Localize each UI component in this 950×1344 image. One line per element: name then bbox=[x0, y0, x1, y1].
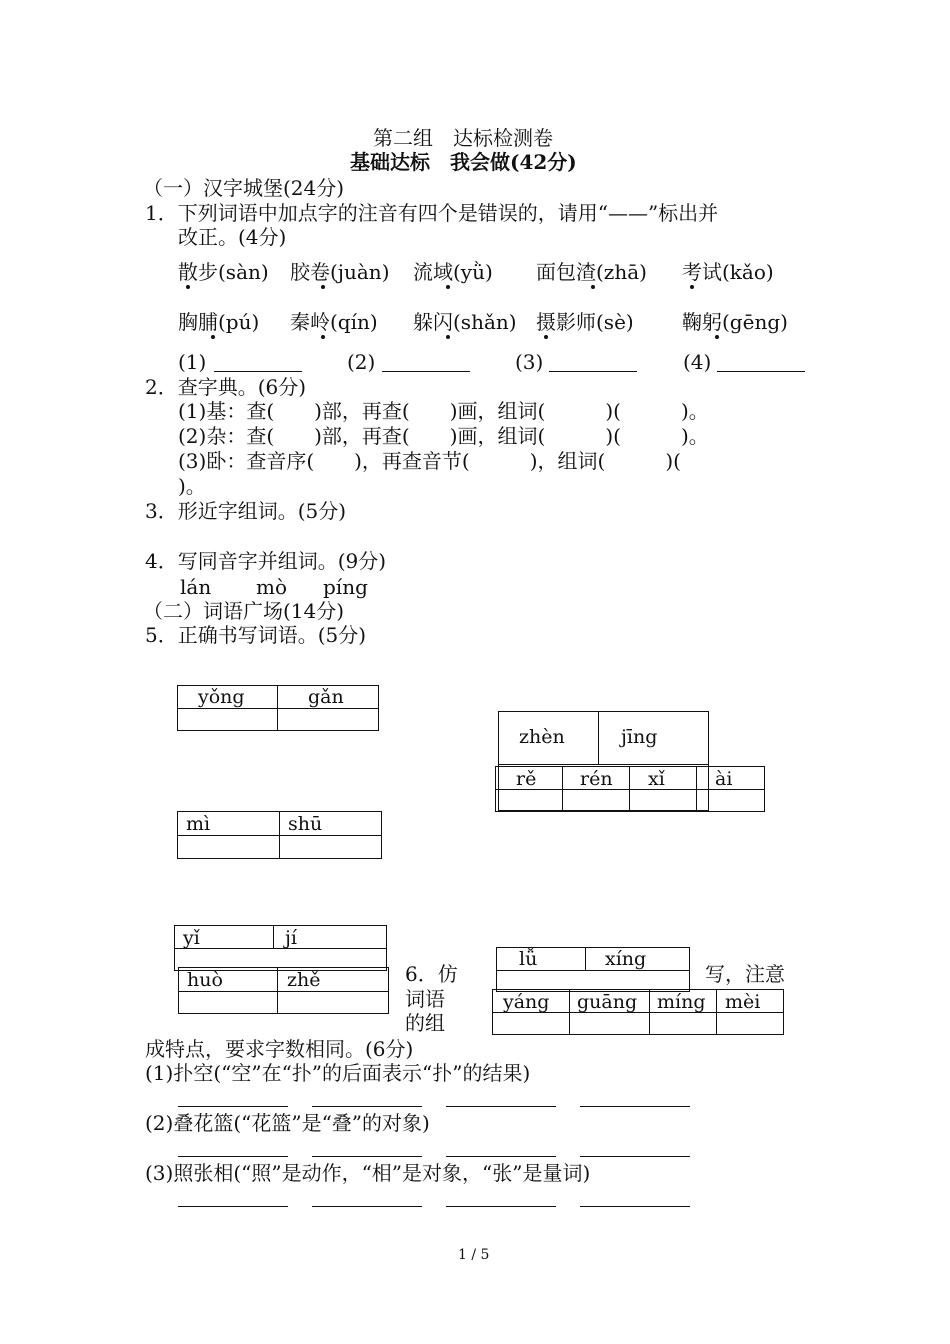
q1-answer-blank-3[interactable] bbox=[549, 371, 637, 372]
emphasis-dot bbox=[446, 285, 450, 289]
q6-item-3: (3)照张相(“照”是动作，“相”是对象，“张”是量词) bbox=[145, 1161, 591, 1185]
pinyin-label: shū bbox=[288, 813, 323, 835]
q1-word-10: 鞠躬(gēng) bbox=[682, 310, 788, 334]
q6-item2-blank[interactable] bbox=[178, 1156, 288, 1157]
emphasis-dot bbox=[690, 285, 694, 289]
grid-cell[interactable] bbox=[629, 789, 697, 812]
pinyin-label: huò bbox=[187, 969, 223, 991]
q1-stem-line2: 改正。(4分) bbox=[178, 225, 287, 249]
pinyin-label: xíng bbox=[605, 948, 647, 970]
q6-fragment-2: 词语 bbox=[405, 987, 445, 1011]
q1-word-7: 秦岭(qín) bbox=[290, 310, 378, 334]
emphasis-dot bbox=[321, 285, 325, 289]
grid-mishu bbox=[177, 811, 382, 859]
q1-word-6: 胸脯(pú) bbox=[178, 310, 260, 334]
pinyin-label: rě bbox=[516, 768, 537, 790]
grid-luxing bbox=[496, 947, 690, 992]
grid-cell[interactable] bbox=[177, 708, 278, 731]
q2-line3-end: )。 bbox=[178, 474, 206, 498]
emphasis-dot bbox=[544, 335, 548, 339]
pinyin-label: lǚ bbox=[519, 948, 538, 970]
grid-yangguangmingmei bbox=[492, 989, 784, 1035]
q1-answer-label-4: (4) bbox=[683, 350, 712, 374]
q6-item-2: (2)叠花篮(“花篮”是“叠”的对象) bbox=[145, 1111, 430, 1135]
q1-word-1: 散步(sàn) bbox=[178, 260, 269, 284]
grid-yiji bbox=[174, 925, 387, 971]
q6-item3-blank[interactable] bbox=[178, 1206, 288, 1207]
q6-fragment-right: 写，注意 bbox=[705, 962, 785, 986]
q6-stem-cont: 成特点，要求字数相同。(6分) bbox=[145, 1037, 414, 1061]
q4-pinyin-lan: lán bbox=[180, 575, 212, 599]
q5-stem: 5．正确书写词语。(5分) bbox=[145, 623, 367, 647]
grid-cell[interactable] bbox=[716, 1012, 784, 1035]
q1-word-4: 面包渣(zhā) bbox=[536, 260, 647, 284]
pinyin-label: jīng bbox=[621, 726, 658, 748]
pinyin-label: xǐ bbox=[648, 768, 665, 790]
q1-word-9: 摄影师(sè) bbox=[536, 310, 634, 334]
q1-answer-blank-2[interactable] bbox=[382, 371, 470, 372]
grid-cell[interactable] bbox=[696, 789, 765, 812]
emphasis-dot bbox=[321, 335, 325, 339]
q1-answer-blank-4[interactable] bbox=[717, 371, 805, 372]
pinyin-label: yǒng bbox=[198, 686, 245, 708]
grid-rerenxiai bbox=[495, 766, 765, 812]
grid-cell[interactable] bbox=[492, 1012, 570, 1035]
pinyin-label: yǐ bbox=[183, 927, 200, 949]
grid-cell[interactable] bbox=[178, 991, 278, 1014]
q6-item1-blank[interactable] bbox=[580, 1106, 690, 1107]
emphasis-dot bbox=[715, 335, 719, 339]
q6-item1-blank[interactable] bbox=[446, 1106, 556, 1107]
q1-answer-label-3: (3) bbox=[515, 350, 544, 374]
page-subtitle: 基础达标 我会做(42分) bbox=[350, 150, 577, 174]
q6-item1-blank[interactable] bbox=[178, 1106, 288, 1107]
q1-word-8: 躲闪(shǎn) bbox=[413, 310, 517, 334]
q1-answer-label-1: (1) bbox=[178, 350, 207, 374]
grid-huozhe bbox=[178, 967, 389, 1014]
grid-cell[interactable] bbox=[279, 835, 382, 859]
q4-stem: 4．写同音字并组词。(9分) bbox=[145, 549, 387, 573]
page-number: 1 / 5 bbox=[458, 1247, 490, 1263]
pinyin-label: jí bbox=[285, 927, 297, 949]
q2-line3: (3)卧：查音序( )，再查音节( )，组词( )( bbox=[178, 449, 681, 473]
q3-stem: 3．形近字组词。(5分) bbox=[145, 499, 347, 523]
q6-fragment-number: 6．仿 bbox=[405, 962, 458, 986]
q6-item2-blank[interactable] bbox=[312, 1156, 422, 1157]
q2-stem: 2．查字典。(6分) bbox=[145, 375, 307, 399]
grid-cell[interactable] bbox=[277, 708, 379, 731]
grid-cell[interactable] bbox=[496, 947, 586, 971]
pinyin-label: míng bbox=[657, 991, 706, 1013]
q2-line2: (2)杂：查( )部，再查( )画，组词( )( )。 bbox=[178, 424, 709, 448]
q2-line1: (1)基：查( )部，再查( )画，组词( )( )。 bbox=[178, 399, 709, 423]
grid-cell[interactable] bbox=[562, 789, 630, 812]
q6-item3-blank[interactable] bbox=[312, 1206, 422, 1207]
q6-item1-blank[interactable] bbox=[312, 1106, 422, 1107]
pinyin-label: zhèn bbox=[519, 726, 565, 748]
pinyin-label: ài bbox=[715, 768, 733, 790]
pinyin-label: guāng bbox=[577, 991, 638, 1013]
pinyin-label: yáng bbox=[503, 991, 550, 1013]
pinyin-label: mèi bbox=[725, 991, 761, 1013]
q6-item3-blank[interactable] bbox=[580, 1206, 690, 1207]
q4-pinyin-mo: mò bbox=[256, 575, 288, 599]
q6-item3-blank[interactable] bbox=[446, 1206, 556, 1207]
pinyin-label: rén bbox=[580, 768, 613, 790]
q4-pinyin-ping: píng bbox=[323, 575, 368, 599]
grid-cell[interactable] bbox=[649, 1012, 717, 1035]
grid-cell[interactable] bbox=[495, 789, 563, 812]
emphasis-dot bbox=[186, 285, 190, 289]
grid-cell[interactable] bbox=[569, 1012, 650, 1035]
q1-stem-line1: 1．下列词语中加点字的注音有四个是错误的，请用“——”标出并 bbox=[145, 201, 719, 225]
emphasis-dot bbox=[591, 285, 595, 289]
section2-heading: （二）词语广场(14分) bbox=[143, 599, 345, 623]
q1-word-5: 考试(kǎo) bbox=[682, 260, 774, 284]
grid-cell[interactable] bbox=[177, 835, 280, 859]
q6-fragment-3: 的组 bbox=[405, 1011, 445, 1035]
pinyin-label: zhě bbox=[287, 969, 321, 991]
section1-heading: （一）汉字城堡(24分) bbox=[143, 176, 345, 200]
page-title: 第二组 达标检测卷 bbox=[373, 126, 553, 150]
q6-item2-blank[interactable] bbox=[580, 1156, 690, 1157]
q1-word-3: 流域(yǜ) bbox=[413, 260, 493, 284]
grid-yonggan bbox=[177, 685, 379, 731]
q6-item-1: (1)扑空(“空”在“扑”的后面表示“扑”的结果) bbox=[145, 1061, 531, 1085]
pinyin-label: mì bbox=[186, 813, 211, 835]
q6-item2-blank[interactable] bbox=[446, 1156, 556, 1157]
grid-cell[interactable] bbox=[277, 991, 389, 1014]
emphasis-dot bbox=[211, 335, 215, 339]
emphasis-dot bbox=[446, 335, 450, 339]
q1-answer-label-2: (2) bbox=[347, 350, 376, 374]
pinyin-label: gǎn bbox=[308, 686, 344, 708]
q1-word-2: 胶卷(juàn) bbox=[290, 260, 390, 284]
q1-answer-blank-1[interactable] bbox=[214, 371, 302, 372]
